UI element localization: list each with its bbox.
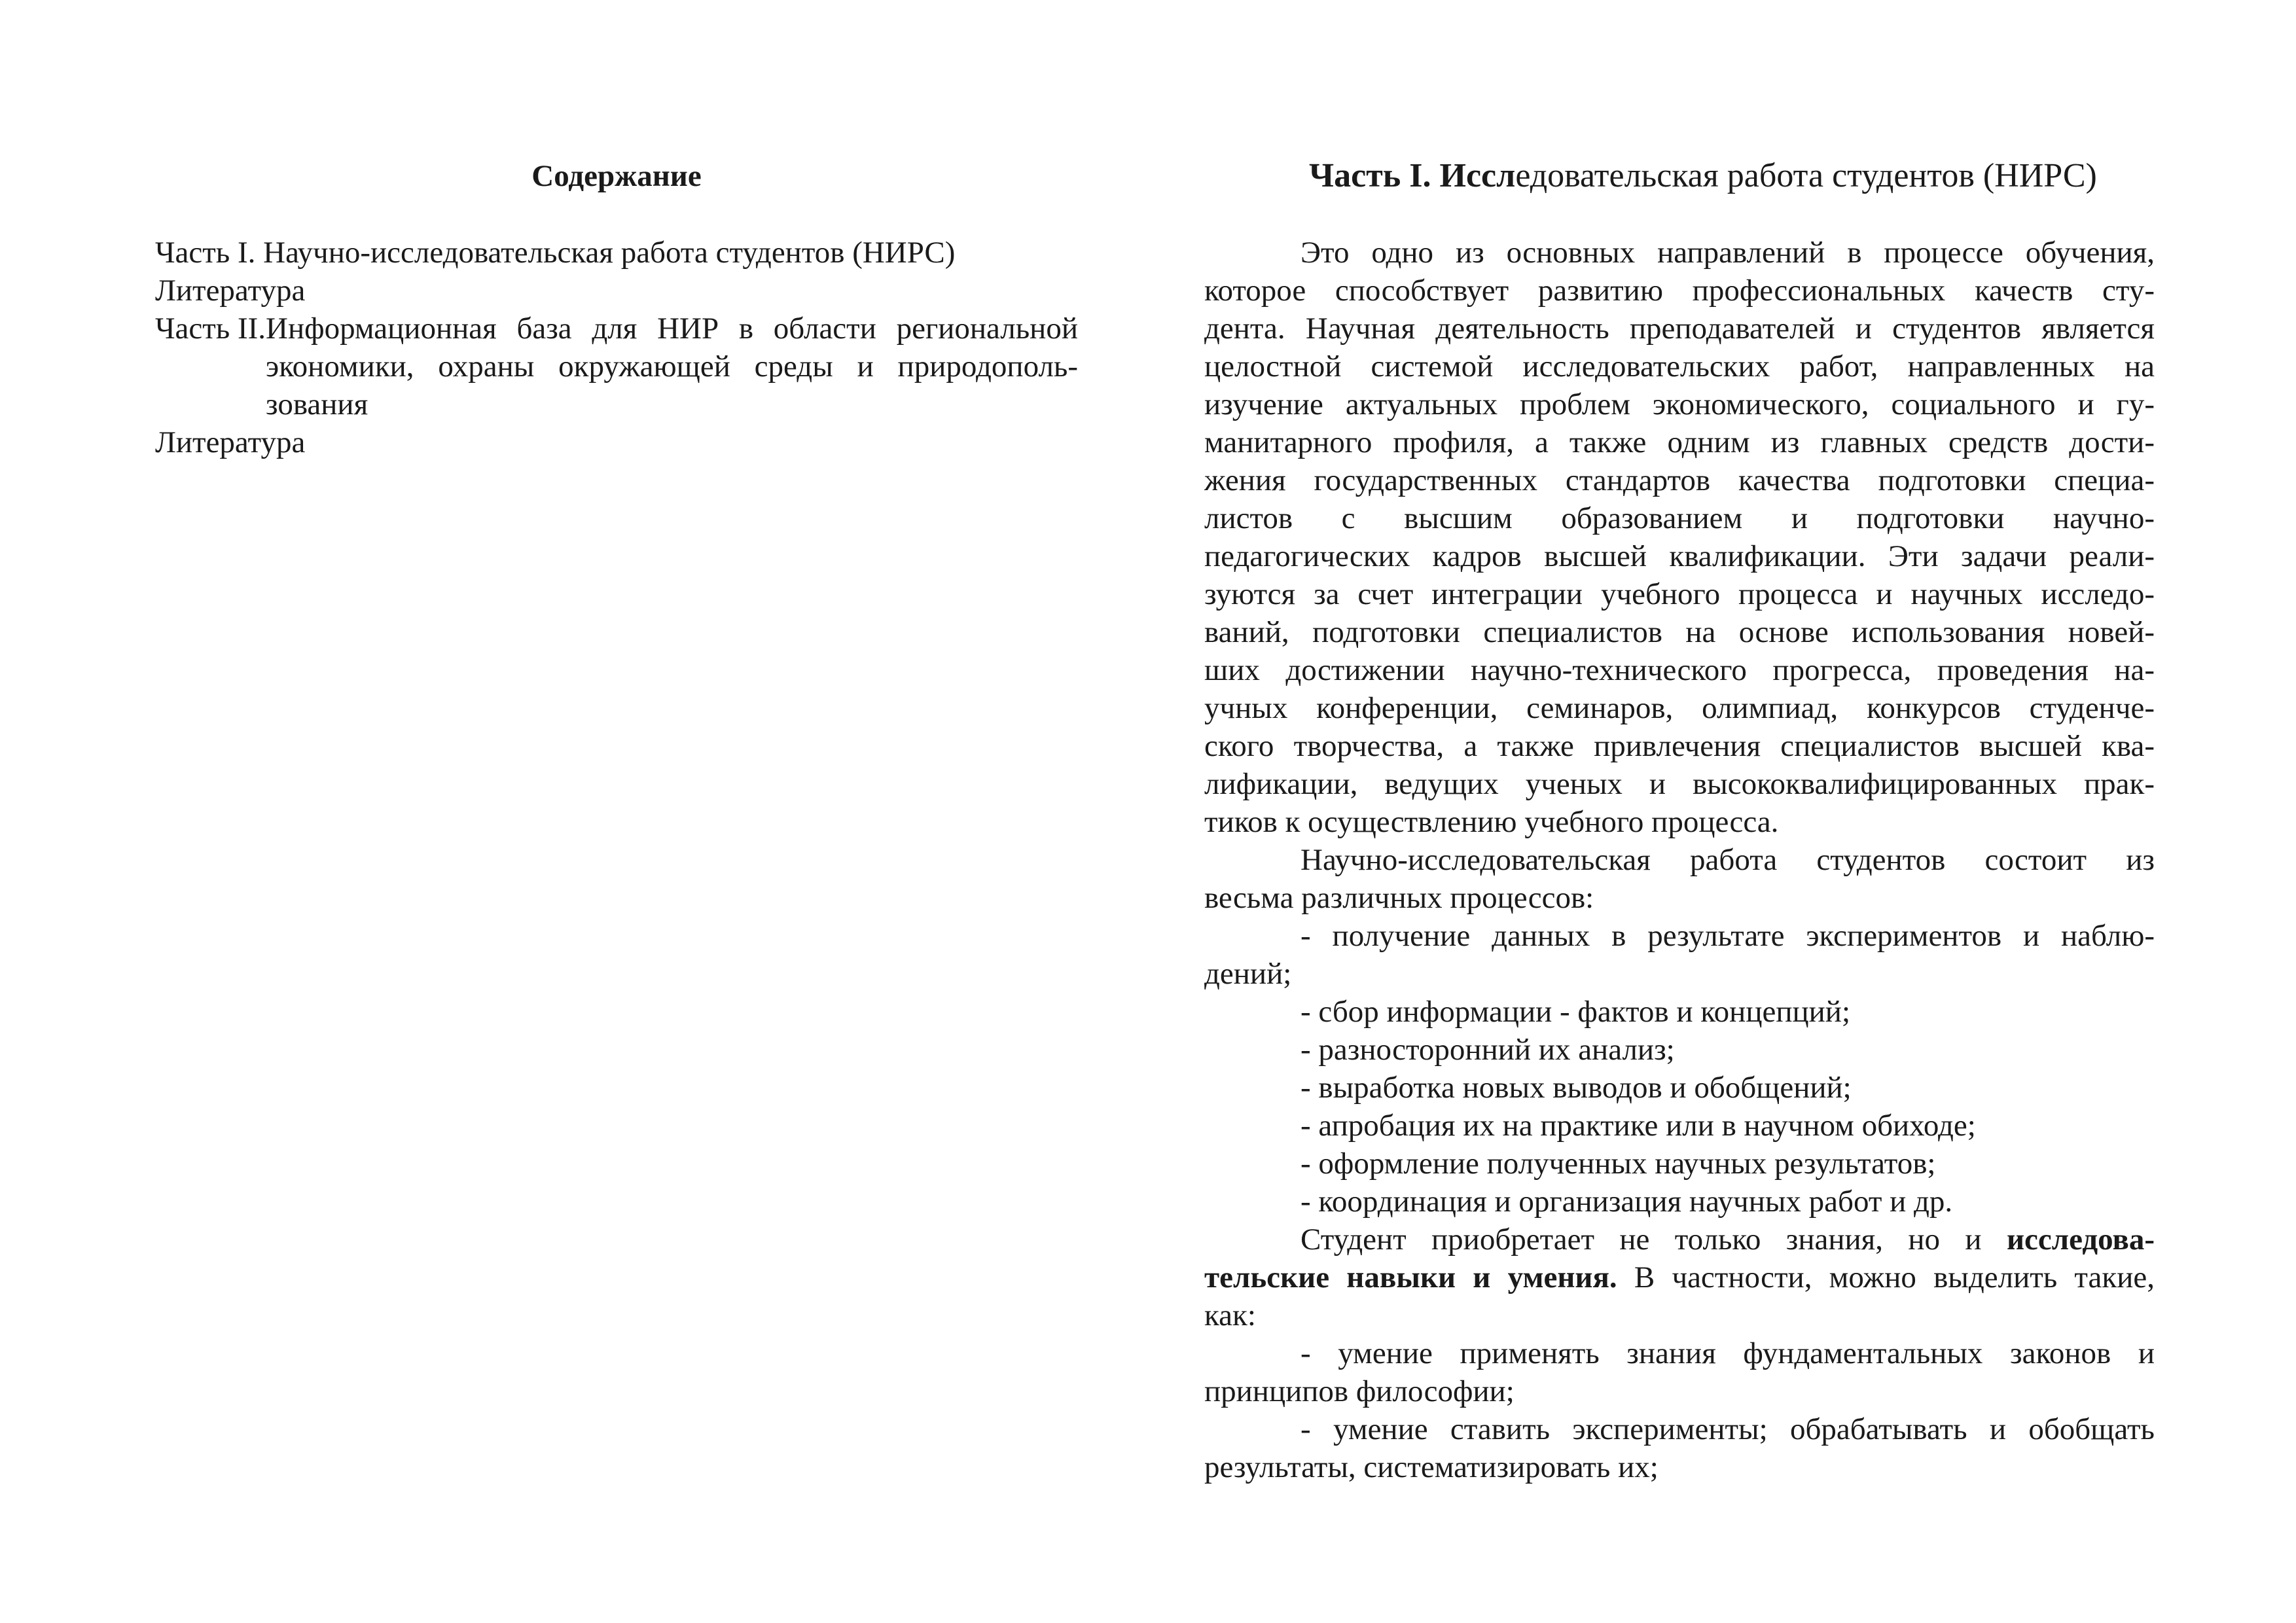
body-line-regular: весьма различных процессов: — [1204, 881, 1594, 915]
toc-entry-prefix: Часть II. — [155, 312, 266, 346]
body-line-regular: ших достижении научно-технического прогресса, проведения на- — [1204, 653, 2155, 687]
body-line-regular: - сбор информации - фактов и концепций; — [1300, 995, 1851, 1029]
body-line-regular: ского творчества, а также привлечения специалистов высшей ква- — [1204, 729, 2155, 763]
body-line-regular: изучение актуальных проблем экономического, социального и гу- — [1204, 387, 2155, 421]
chapter-title-bold: Часть I. Иссл — [1309, 157, 1516, 194]
body-line-text — [1204, 385, 2155, 423]
body-line-text — [1204, 1372, 2155, 1410]
left-page — [155, 0, 1078, 1623]
body-line-text — [1204, 310, 2155, 348]
body-line-regular: Научно-исследовательская работа студентов состоит из — [1300, 843, 2155, 877]
body-line — [1204, 1145, 2155, 1183]
body-line-regular: дента. Научная деятельность преподавателей и студентов является — [1204, 312, 2155, 346]
body-line — [1204, 1372, 2155, 1410]
toc-entry-part-1[interactable]: Часть I. Научно-исследовательская работа студентов (НИРС) — [155, 236, 956, 270]
body-line — [1204, 1031, 2155, 1069]
body-line-regular: целостной системой исследовательских работ, направленных на — [1204, 349, 2155, 383]
chapter-title — [1309, 157, 2097, 195]
body-line — [1204, 499, 2155, 537]
body-line-regular: - апробация их на практике или в научном обиходе; — [1300, 1109, 1976, 1143]
body-line — [1204, 689, 2155, 727]
body-line-regular: которое способствует развитию профессиональных качеств сту- — [1204, 274, 2155, 308]
body-line-text — [1300, 841, 2155, 879]
body-line-regular: результаты, систематизировать их; — [1204, 1450, 1659, 1484]
toc-entry-literature-1[interactable]: Литература — [155, 274, 306, 308]
body-line-regular: - оформление полученных научных результатов; — [1300, 1147, 1936, 1181]
table-of-contents — [155, 234, 1078, 461]
body-line-regular: - умение применять знания фундаментальных законов и — [1300, 1336, 2155, 1370]
body-line-regular: листов с высшим образованием и подготовки научно- — [1204, 501, 2155, 535]
body-line-regular: ваний, подготовки специалистов на основе использования новей- — [1204, 615, 2155, 649]
chapter-title-regular: едовательская работа студентов (НИРС) — [1515, 157, 2097, 194]
body-line-text — [1300, 917, 2155, 955]
body-line-text — [1204, 348, 2155, 385]
body-line — [1204, 917, 2155, 955]
body-line-regular: Студент приобретает не только знания, но и — [1300, 1222, 2007, 1257]
body-line-text — [1204, 613, 2155, 651]
body-line-text — [1204, 499, 2155, 537]
body-line-regular: Это одно из основных направлений в процессе обучения, — [1300, 236, 2155, 270]
body-line — [1204, 613, 2155, 651]
body-line-regular: манитарного профиля, а также одним из главных средств дости- — [1204, 425, 2155, 459]
body-line — [1204, 765, 2155, 803]
toc-entry-line: зования — [266, 387, 368, 421]
body-line — [1204, 234, 2155, 272]
body-line-text — [1204, 689, 2155, 727]
body-line-regular: учных конференции, семинаров, олимпиад, конкурсов студенче- — [1204, 691, 2155, 725]
body-line — [1204, 461, 2155, 499]
body-line — [1204, 272, 2155, 310]
toc-entry-text — [266, 310, 1078, 423]
body-line-regular: как: — [1204, 1298, 1256, 1332]
body-line — [1204, 1296, 2155, 1334]
body-line — [1204, 727, 2155, 765]
body-line — [1204, 385, 2155, 423]
body-line-regular: зуются за счет интеграции учебного процесса и научных исследо- — [1204, 577, 2155, 611]
body-line — [1204, 1448, 2155, 1486]
body-line-regular: В частности, можно выделить такие, — [1617, 1260, 2155, 1294]
body-text — [1204, 234, 2155, 1486]
body-line — [1204, 651, 2155, 689]
body-line-text — [1204, 727, 2155, 765]
body-line-text — [1204, 272, 2155, 310]
body-line — [1204, 955, 2155, 993]
body-line-text — [1300, 234, 2155, 272]
body-line-text — [1300, 1410, 2155, 1448]
body-line — [1204, 1107, 2155, 1145]
body-line-text — [1300, 1221, 2155, 1258]
body-line-text — [1204, 423, 2155, 461]
body-line — [1204, 1258, 2155, 1296]
body-line — [1204, 1410, 2155, 1448]
body-line-regular: - получение данных в результате экспериментов и наблю- — [1300, 919, 2155, 953]
toc-entry-line: Информационная база для НИР в области региональной — [266, 312, 1078, 346]
body-line-text — [1300, 993, 2155, 1031]
body-line-text — [1300, 1145, 2155, 1183]
body-line-bold: тельские навыки и умения. — [1204, 1260, 1617, 1294]
body-line — [1204, 1069, 2155, 1107]
body-line-text — [1204, 575, 2155, 613]
body-line — [1204, 993, 2155, 1031]
body-line-text — [1204, 879, 2155, 917]
body-line-text — [1204, 1296, 2155, 1334]
body-line-text — [1204, 461, 2155, 499]
body-line-text — [1204, 1448, 2155, 1486]
body-line-regular: принципов философии; — [1204, 1374, 1515, 1408]
body-line-regular: - разносторонний их анализ; — [1300, 1033, 1675, 1067]
right-page — [1204, 0, 2155, 1623]
body-line — [1204, 537, 2155, 575]
toc-title: Содержание — [531, 159, 702, 193]
body-line — [1204, 423, 2155, 461]
body-line — [1204, 310, 2155, 348]
body-line — [1204, 348, 2155, 385]
body-line-text — [1300, 1031, 2155, 1069]
body-line-text — [1204, 1258, 2155, 1296]
toc-entry-line: экономики, охраны окружающей среды и природополь- — [266, 349, 1078, 383]
body-line-text — [1300, 1107, 2155, 1145]
body-line-regular: лификации, ведущих ученых и высококвалифицированных прак- — [1204, 767, 2155, 801]
body-line — [1204, 841, 2155, 879]
body-line-text — [1300, 1334, 2155, 1372]
body-line — [1204, 1221, 2155, 1258]
toc-entry-literature-2[interactable]: Литература — [155, 425, 306, 459]
body-line-regular: тиков к осуществлению учебного процесса. — [1204, 805, 1779, 839]
body-line-regular: дений; — [1204, 957, 1292, 991]
body-line — [1204, 1183, 2155, 1221]
body-line-text — [1204, 765, 2155, 803]
body-line-regular: жения государственных стандартов качества подготовки специа- — [1204, 463, 2155, 497]
body-line-regular: - умение ставить эксперименты; обрабатывать и обобщать — [1300, 1412, 2155, 1446]
body-line — [1204, 575, 2155, 613]
body-line — [1204, 879, 2155, 917]
body-line-text — [1300, 1069, 2155, 1107]
body-line-text — [1300, 1183, 2155, 1221]
body-line-bold: исследова- — [2006, 1222, 2155, 1257]
body-line-text — [1204, 803, 2155, 841]
body-line — [1204, 803, 2155, 841]
body-line-text — [1204, 537, 2155, 575]
body-line — [1204, 1334, 2155, 1372]
body-line-regular: - координация и организация научных работ и др. — [1300, 1185, 1953, 1219]
body-line-regular: - выработка новых выводов и обобщений; — [1300, 1071, 1852, 1105]
toc-entry-part-2[interactable] — [155, 310, 1078, 423]
body-line-regular: педагогических кадров высшей квалификации. Эти задачи реали- — [1204, 539, 2155, 573]
body-line-text — [1204, 955, 2155, 993]
body-line-text — [1204, 651, 2155, 689]
